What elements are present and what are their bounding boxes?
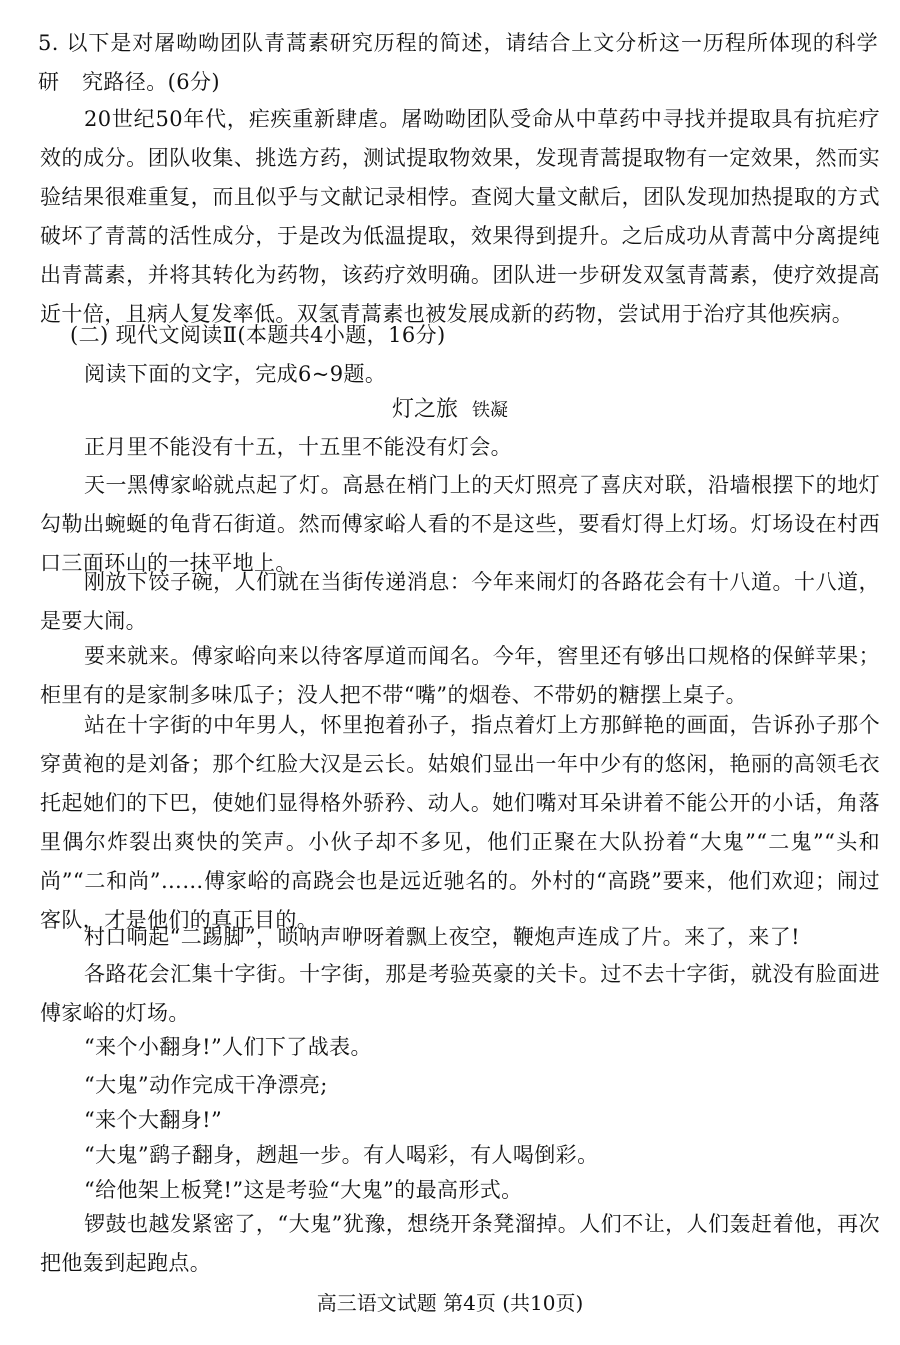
article-author: 铁凝 xyxy=(472,400,508,421)
section-2-heading: (二) 现代文阅读Ⅱ(本题共4小题，16分) xyxy=(70,323,446,347)
article-paragraph: “大鬼”鹞子翻身，趔趄一步。有人喝彩，有人喝倒彩。 xyxy=(84,1143,599,1167)
article-paragraph: “大鬼”动作完成干净漂亮; xyxy=(84,1073,328,1097)
question-5-prompt-line2: 究路径。(6分) xyxy=(82,70,220,94)
question-5-prompt-line1: 5. 以下是对屠呦呦团队青蒿素研究历程的简述，请结合上文分析这一历程所体现的科学研 xyxy=(38,31,878,94)
article-paragraph: 正月里不能没有十五，十五里不能没有灯会。 xyxy=(84,435,512,459)
article-paragraph: 站在十字街的中年男人，怀里抱着孙子，指点着灯上方那鲜艳的画面，告诉孙子那个穿黄袍的是刘备；那个红脸大汉是云长。姑娘们显出一年中少有的悠闲，艳丽的高领毛衣托起她们的下巴，使她们显得格外骄矜、动人。她们嘴对耳朵讲着不能公开的小话，角落里偶尔炸裂出爽快的笑声。小伙子却不多见，他们正聚在大队扮着“大鬼”“二鬼”“头和尚”“二和尚”……傅家峪的高跷会也是远近驰名的。外村的“高跷”要来，他们欢迎；闹过客队，才是他们的真正目的。 xyxy=(40,713,880,932)
page-footer: 高三语文试题 第4页 (共10页) xyxy=(316,1291,584,1315)
article-paragraph: 天一黑傅家峪就点起了灯。高悬在梢门上的天灯照亮了喜庆对联，沿墙根摆下的地灯勾勒出蜿蜒的龟背石街道。然而傅家峪人看的不是这些，要看灯得上灯场。灯场设在村西口三面环山的一抹平地上。 xyxy=(40,473,880,575)
article-title: 灯之旅 xyxy=(391,397,458,422)
article-paragraph: “来个大翻身!” xyxy=(84,1108,223,1132)
article-paragraph: 村口响起“二踢脚”，唢呐声咿呀着飘上夜空，鞭炮声连成了片。来了，来了! xyxy=(84,925,800,949)
article-paragraph: 各路花会汇集十字街。十字街，那是考验英豪的关卡。过不去十字街，就没有脸面进傅家峪的灯场。 xyxy=(40,962,880,1025)
article-paragraph: 锣鼓也越发紧密了，“大鬼”犹豫，想绕开条凳溜掉。人们不让，人们轰赶着他，再次把他轰到起跑点。 xyxy=(40,1212,880,1275)
article-paragraph: 要来就来。傅家峪向来以待客厚道而闻名。今年，窖里还有够出口规格的保鲜苹果；柜里有的是家制多味瓜子；没人把不带“嘴”的烟卷、不带奶的糖摆上桌子。 xyxy=(40,644,880,707)
question-5-passage: 20世纪50年代，疟疾重新肆虐。屠呦呦团队受命从中草药中寻找并提取具有抗疟疗效的成分。团队收集、挑选方药，测试提取物效果，发现青蒿提取物有一定效果，然而实验结果很难重复，而且似乎与文献记录相悖。查阅大量文献后，团队发现加热提取的方式破坏了青蒿的活性成分，于是改为低温提取，效果得到提升。之后成功从青蒿中分离提纯出青蒿素，并将其转化为药物，该药疗效明确。团队进一步研发双氢青蒿素，使疗效提高近十倍，且病人复发率低。双氢青蒿素也被发展成新的药物，尝试用于治疗其他疾病。 xyxy=(40,107,880,326)
article-paragraph: “来个小翻身!”人们下了战表。 xyxy=(84,1035,372,1059)
article-title-block xyxy=(0,392,900,429)
article-paragraph: 刚放下饺子碗，人们就在当街传递消息：今年来闹灯的各路花会有十八道。十八道，是要大闹。 xyxy=(40,570,880,633)
section-2-instruction: 阅读下面的文字，完成6~9题。 xyxy=(84,362,387,386)
article-paragraph: “给他架上板凳!”这是考验“大鬼”的最高形式。 xyxy=(84,1178,523,1202)
